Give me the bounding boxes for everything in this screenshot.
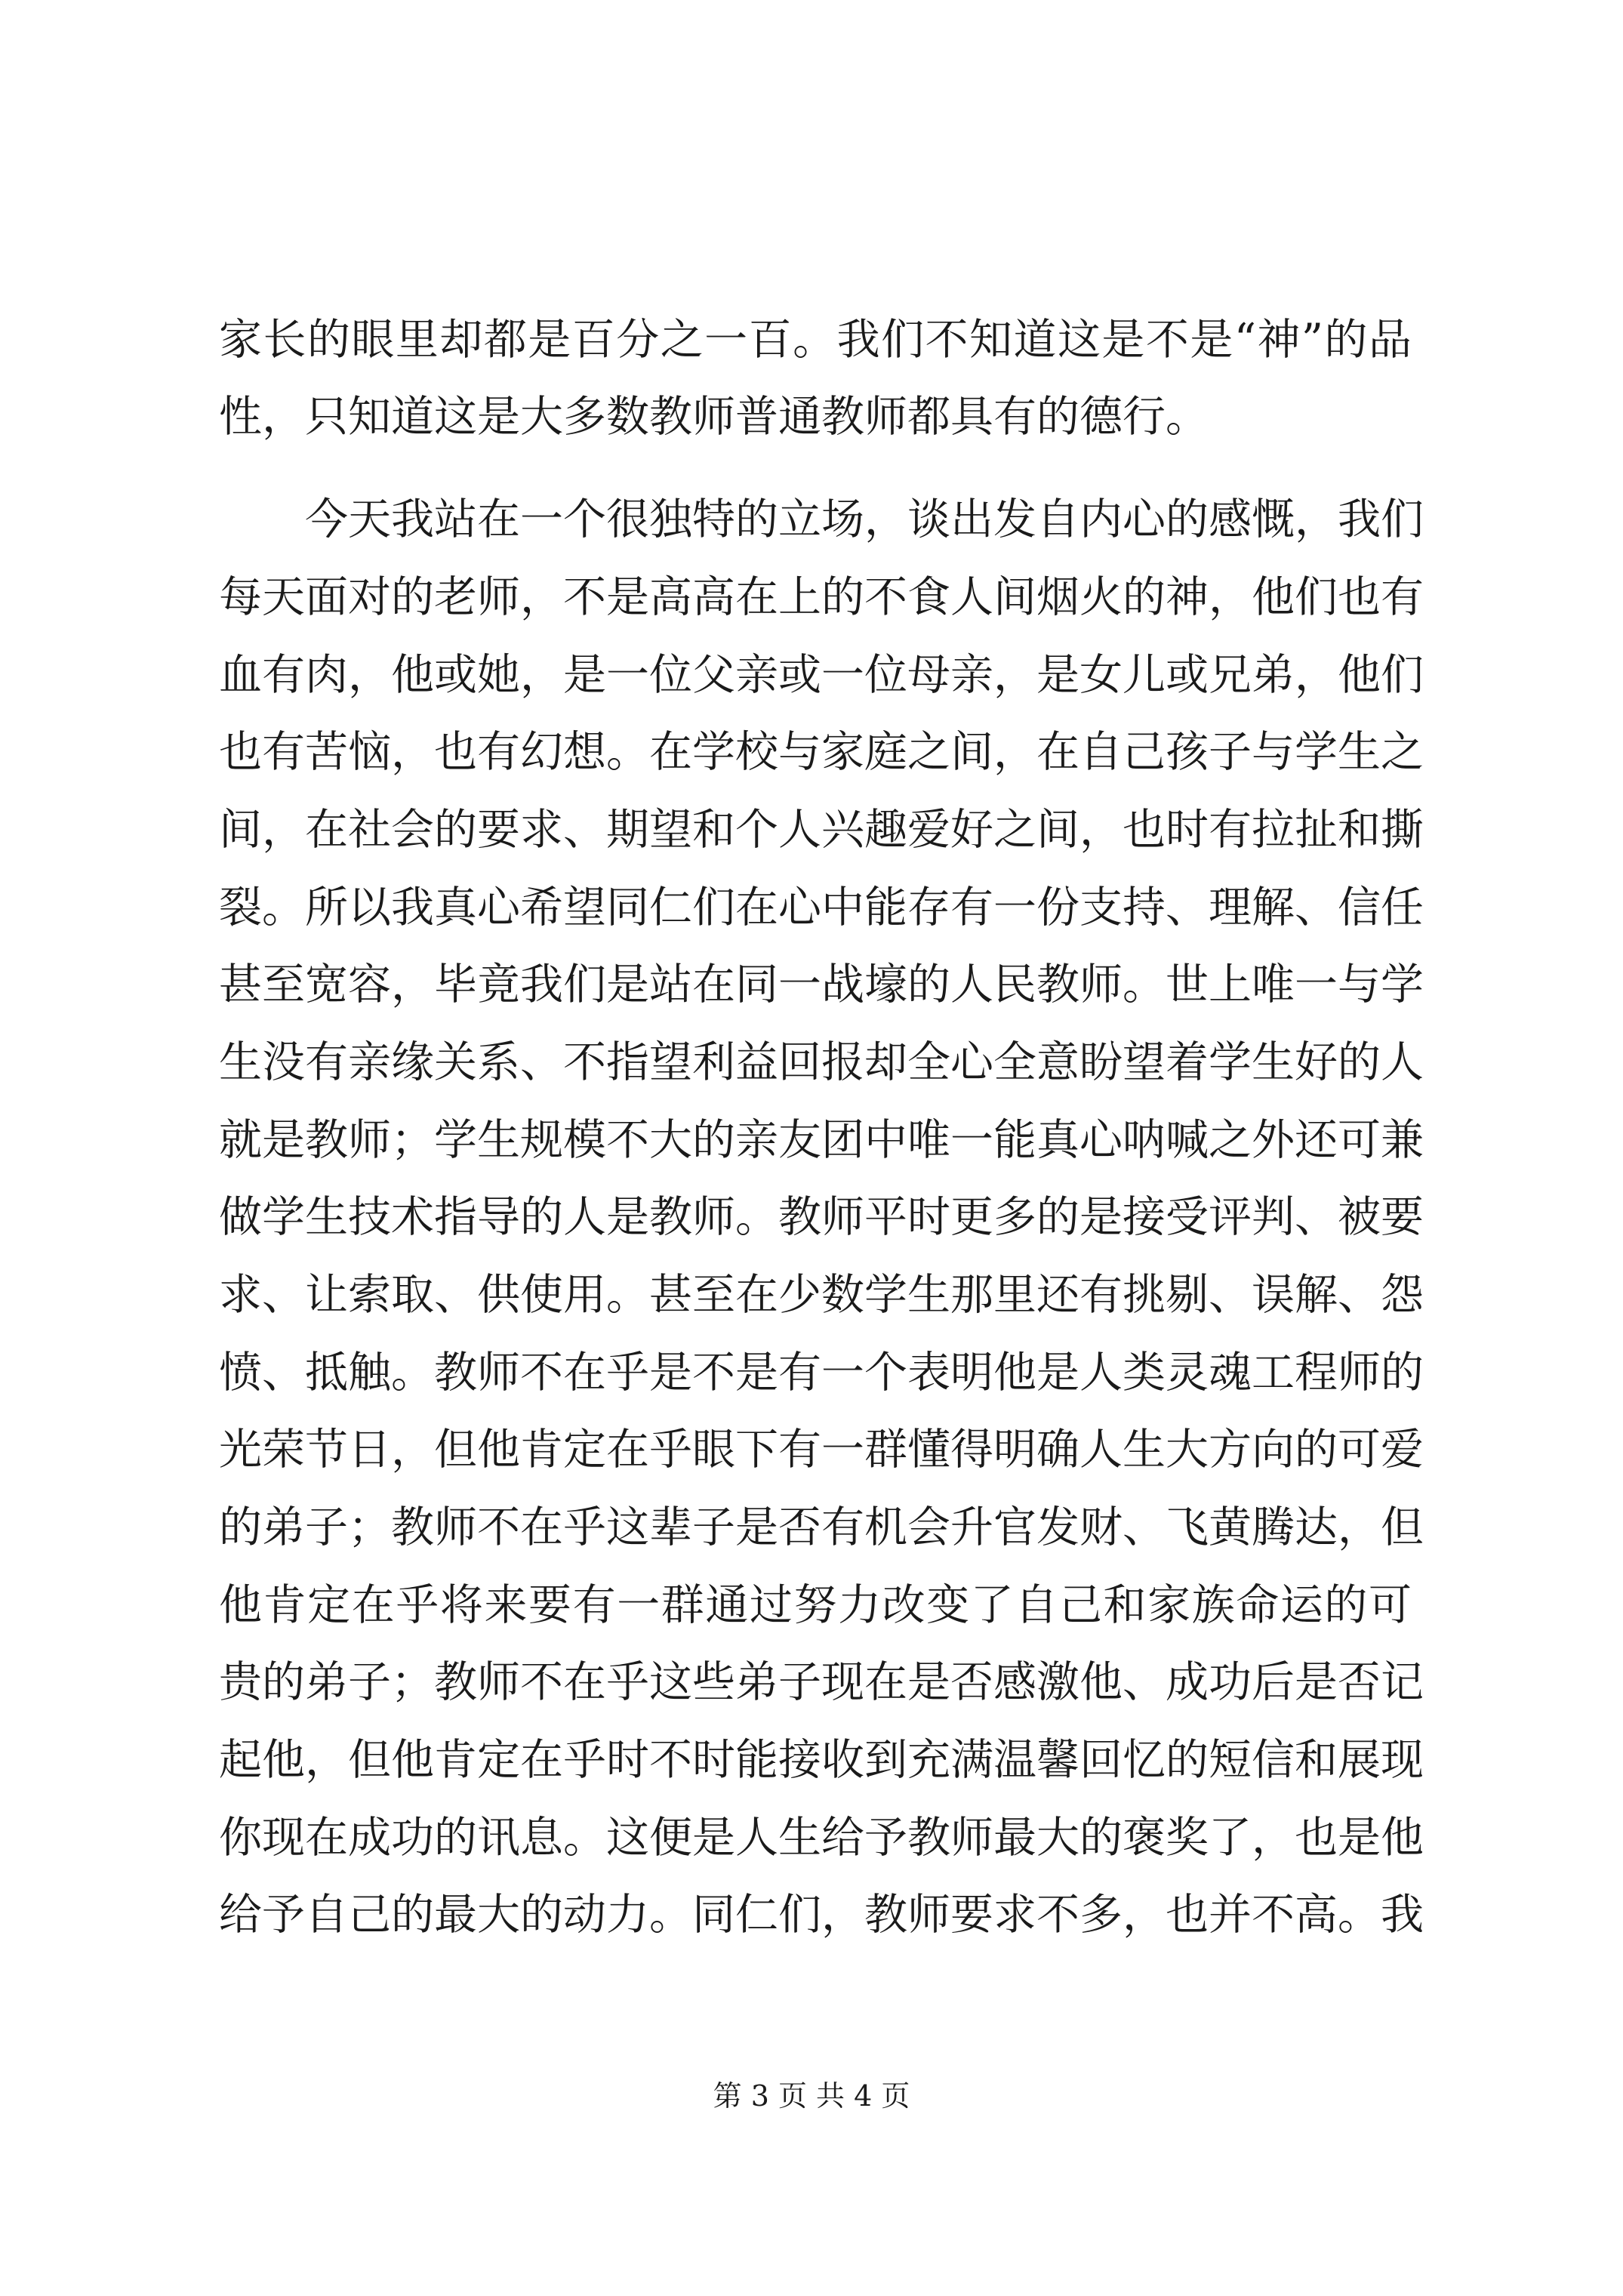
text-line: 起他，但他肯定在乎时不时能接收到充满温馨回忆的短信和展现: [219, 1735, 1424, 1785]
text-line: 家长的眼里却都是百分之一百。我们不知道这是不是“神”的品: [219, 315, 1412, 365]
text-line: 求、让索取、供使用。甚至在少数学生那里还有挑剔、误解、怨: [219, 1270, 1424, 1320]
text-line: 裂。所以我真心希望同仁们在心中能存有一份支持、理解、信任: [219, 883, 1424, 932]
text-line: 性，只知道这是大多数教师普通教师都具有的德行。: [219, 392, 1209, 442]
text-line: 他肯定在乎将来要有一群通过努力改变了自己和家族命运的可: [219, 1580, 1412, 1630]
text-line: 每天面对的老师，不是高高在上的不食人间烟火的神，他们也有: [219, 572, 1424, 622]
text-line: 光荣节日，但他肯定在乎眼下有一群懂得明确人生大方向的可爱: [219, 1425, 1424, 1475]
text-line: 生没有亲缘关系、不指望利益回报却全心全意盼望着学生好的人: [219, 1037, 1424, 1087]
page-footer: 第 3 页 共 4 页: [713, 2079, 910, 2113]
text-line: 愤、抵触。教师不在乎是不是有一个表明他是人类灵魂工程师的: [219, 1348, 1424, 1398]
text-line: 的弟子；教师不在乎这辈子是否有机会升官发财、飞黄腾达，但: [219, 1502, 1424, 1552]
text-line: 就是教师；学生规模不大的亲友团中唯一能真心呐喊之外还可兼: [219, 1115, 1424, 1165]
text-line: 甚至宽容，毕竟我们是站在同一战壕的人民教师。世上唯一与学: [219, 960, 1424, 1009]
text-line: 血有肉，他或她，是一位父亲或一位母亲，是女儿或兄弟，他们: [219, 650, 1424, 700]
text-line: 今天我站在一个很独特的立场，谈出发自内心的感慨，我们: [305, 495, 1424, 544]
text-line: 做学生技术指导的人是教师。教师平时更多的是接受评判、被要: [219, 1192, 1424, 1242]
text-line: 间，在社会的要求、期望和个人兴趣爱好之间，也时有拉扯和撕: [219, 805, 1424, 855]
text-line: 也有苦恼，也有幻想。在学校与家庭之间，在自己孩子与学生之: [219, 727, 1424, 777]
text-line: 贵的弟子；教师不在乎这些弟子现在是否感激他、成功后是否记: [219, 1657, 1424, 1707]
text-line: 给予自己的最大的动力。同仁们，教师要求不多，也并不高。我: [219, 1890, 1424, 1940]
text-line: 你现在成功的讯息。这便是人生给予教师最大的褒奖了，也是他: [219, 1813, 1424, 1863]
